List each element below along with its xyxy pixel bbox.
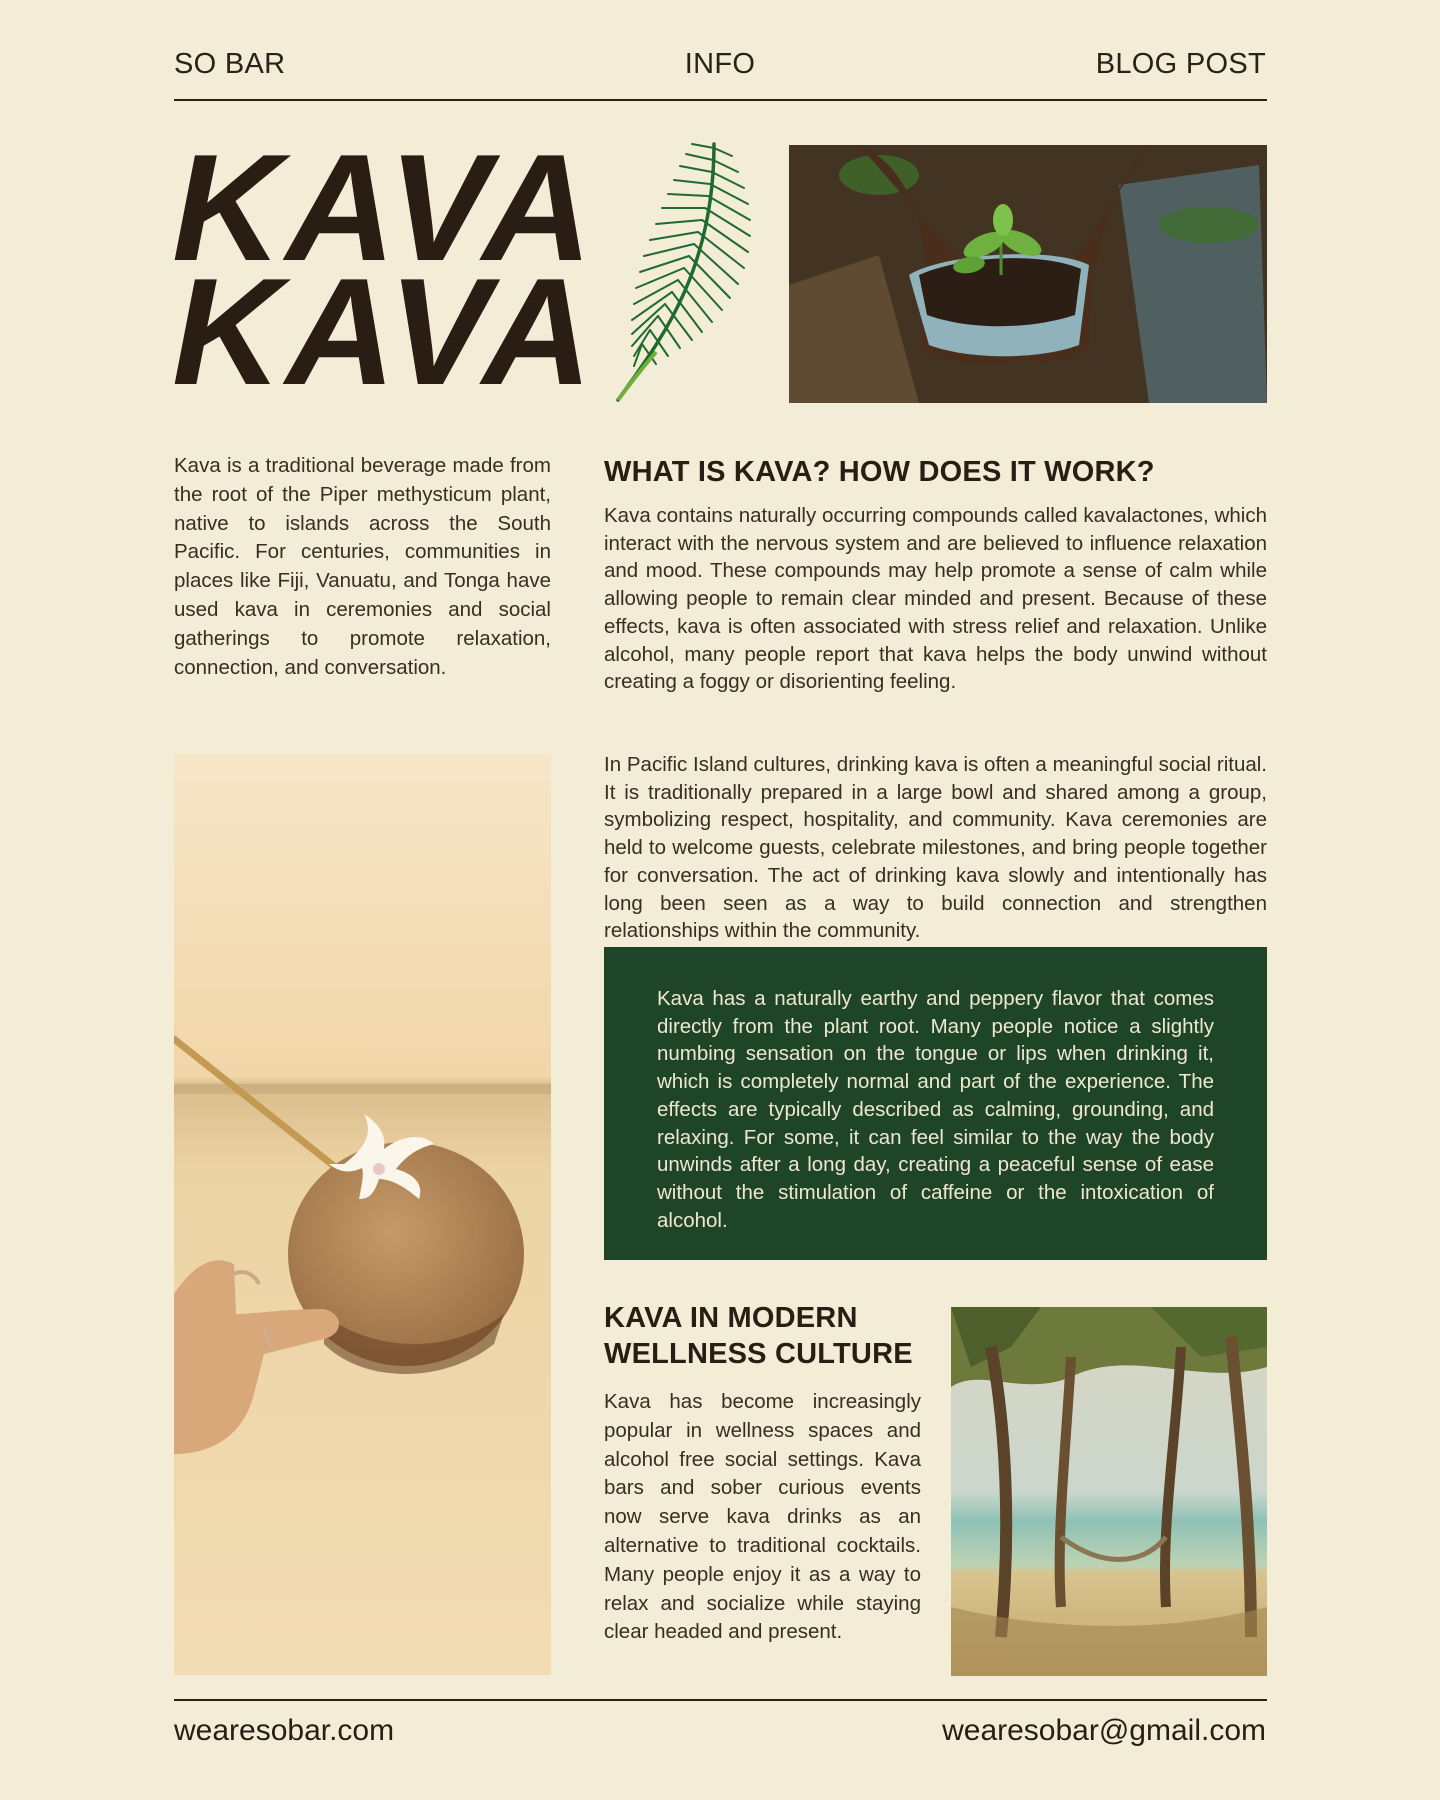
- section-heading-modern-wellness: [604, 1300, 913, 1372]
- flavor-callout-text: Kava has a naturally earthy and peppery flavor that comes directly from the plant root. Many people notice a slightly numbing sensation on the tongue or lips when drinking it, which is completely normal and part of the experience. The effects are typically described as calming, grounding, and relaxing. For some, it can feel similar to the way the body unwinds after a long day, creating a peaceful sense of ease without the stimulation of caffeine or the intoxication of alcohol.: [657, 987, 1214, 1232]
- what-is-kava-paragraph: Kava contains naturally occurring compounds called kavalactones, which interact with the nervous system and are believed to influence relaxation and mood. These compounds may help promote a sense of calm while allowing people to remain clear minded and present. Because of these effects, kava is often associated with stress relief and relaxation. Unlike alcohol, many people report that kava helps the body unwind without creating a foggy or disorienting feeling.: [604, 504, 1267, 694]
- palm-leaf-icon: [604, 138, 764, 408]
- heading-line-2: WELLNESS CULTURE: [604, 1338, 913, 1370]
- category-label: BLOG POST: [1095, 48, 1266, 80]
- website-link[interactable]: wearesobar.com: [174, 1714, 395, 1747]
- seedling-photo: [789, 145, 1267, 403]
- section-label: INFO: [684, 48, 756, 80]
- modern-wellness-paragraph: Kava has become increasingly popular in wellness spaces and alcohol free social settings. Kava bars and sober curious events now serve kava drinks as an alternative to traditional cocktails. Many people enjoy it as a way to relax and socialize while staying clear headed and present.: [604, 1390, 921, 1644]
- header-divider: [174, 99, 1267, 101]
- brand-name[interactable]: SO BAR: [174, 48, 286, 80]
- email-link[interactable]: wearesobar@gmail.com: [942, 1714, 1266, 1747]
- intro-paragraph: Kava is a traditional beverage made from the root of the Piper methysticum plant, native to islands across the South Pacific. For centuries, communities in places like Fiji, Vanuatu, and Tonga have used kava in ceremonies and social gatherings to promote relaxation, connection, and conversation.: [174, 454, 551, 679]
- heading-line-1: KAVA IN MODERN: [604, 1302, 858, 1334]
- coconut-drink-photo: [174, 754, 551, 1675]
- section-heading-what-is-kava: WHAT IS KAVA? HOW DOES IT WORK?: [604, 456, 1155, 488]
- title-line-2: KAVA: [172, 247, 597, 417]
- title-line-1: KAVA: [172, 123, 597, 293]
- flavor-callout-box: [604, 947, 1267, 1260]
- beach-hammock-photo: [951, 1307, 1267, 1676]
- culture-paragraph: In Pacific Island cultures, drinking kava is often a meaningful social ritual. It is traditionally prepared in a large bowl and shared among a group, symbolizing respect, hospitality, and community. Kava ceremonies are held to welcome guests, celebrate milestones, and bring people together for conversation. The act of drinking kava slowly and intentionally has long been seen as a way to build connection and strengthen relationships within the community.: [604, 753, 1267, 943]
- page-title: [172, 123, 597, 417]
- footer-divider: [174, 1699, 1267, 1701]
